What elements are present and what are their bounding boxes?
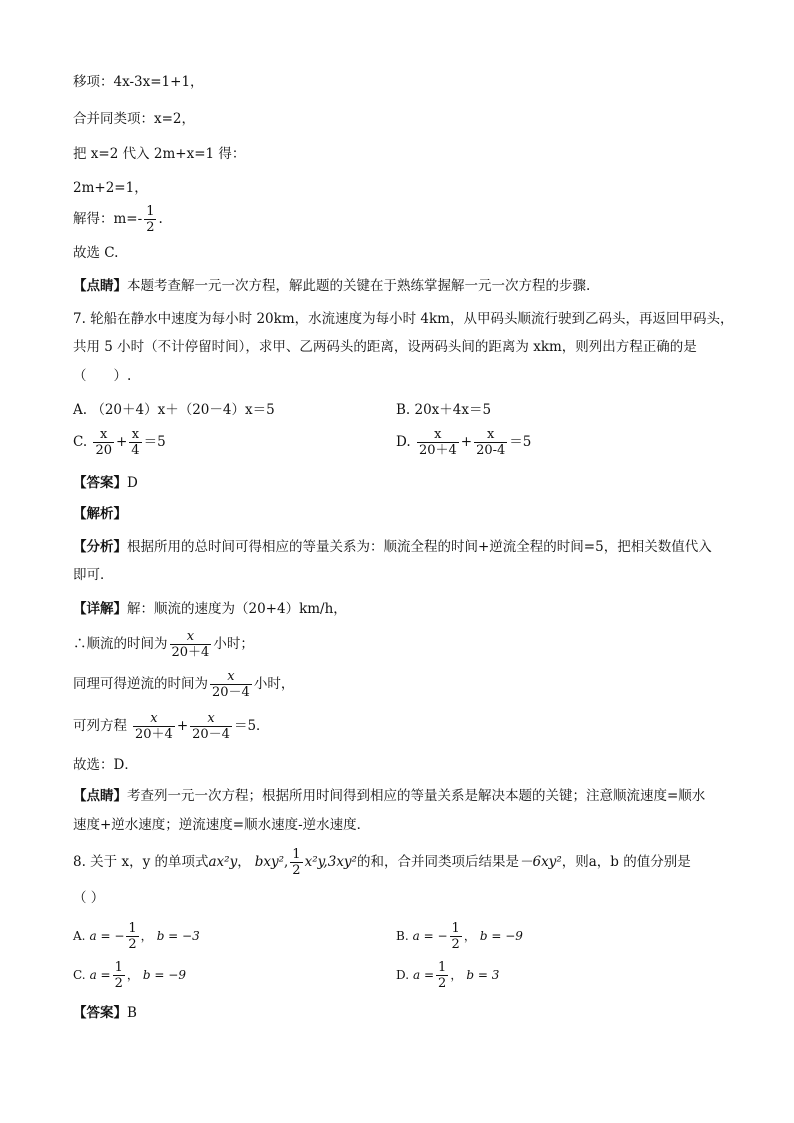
q7-option-a: A. （20＋4）x＋（20－4）x＝5 (73, 402, 275, 418)
q7-analysis-heading: 【解析】 (73, 506, 127, 522)
q8-option-c: C. a = $\frac{1}{2}$ ， b = −9 (73, 960, 186, 991)
comment-q6: 【点睛】本题考查解一元一次方程，解此题的关键在于熟练掌握解一元一次方程的步骤. (73, 278, 591, 294)
step-move-terms: 移项：4x-3x=1+1， (73, 74, 204, 90)
q8-option-a: A. a = − $\frac{1}{2}$ ， b = −3 (73, 921, 200, 952)
fraction-half: $\frac{1}{2}$ (146, 204, 155, 235)
q8-option-d: D. a = $\frac{1}{2}$ ， b = 3 (396, 960, 500, 991)
q7-detail-1: 【详解】解：顺流的速度为（20+4）km/h， (73, 601, 347, 617)
step-substitute: 把 x=2 代入 2m+x=1 得： (73, 146, 246, 162)
q7-answer: 【答案】D (73, 475, 138, 491)
step-solve: 解得：m=- $\frac{1}{2}$ . (73, 204, 163, 235)
q7-detail-2: ∴顺流的时间为 $\frac{x}{20+4}$ 小时； (73, 629, 254, 660)
question-7-line-2: 共用 5 小时（不计停留时间），求甲、乙两码头的距离，设两码头间的距离为 xkm，则列出方程正确的是 (73, 339, 697, 355)
step-equation: 2m+2=1， (73, 180, 148, 196)
q7-option-c: C. $\frac{x}{20}$ + $\frac{x}{4}$ ＝5 (73, 427, 166, 458)
q7-comment-2: 速度+逆水速度；逆流速度=顺水速度-逆水速度． (73, 817, 371, 833)
question-7-line-1: 7. 轮船在静水中速度为每小时 20km，水流速度为每小时 4km，从甲码头顺流行驶到乙码头，再返回甲码头， (73, 311, 734, 327)
q7-option-d: D. $\frac{x}{20+4}$ + $\frac{x}{20-4}$ ＝5 (396, 427, 532, 458)
q7-choose: 故选：D． (73, 757, 138, 773)
q7-detail-3: 同理可得逆流的时间为 $\frac{x}{20-4}$ 小时， (73, 669, 295, 700)
question-7-line-3: （ ）. (73, 368, 132, 384)
q7-comment-1: 【点睛】考查列一元一次方程；根据所用时间得到相应的等量关系是解决本题的关键；注意顺流速度=顺水 (73, 788, 706, 804)
step-combine: 合并同类项：x=2， (73, 111, 196, 127)
q8-option-b: B. a = − $\frac{1}{2}$ ， b = −9 (396, 921, 523, 952)
q7-option-b: B. 20x＋4x＝5 (396, 402, 492, 418)
q7-analysis-line-1: 【分析】根据所用的总时间可得相应的等量关系为：顺流全程的时间+逆流全程的时间=5，把相关数值代入 (73, 539, 712, 555)
question-8-line-1: 8. 关于 x，y 的单项式ax²y， bxy², $\frac{1}{2}$ x²y,3xy²的和，合并同类项后结果是－6xy²，则a，b 的值分别是 (73, 847, 691, 878)
q8-answer: 【答案】B (73, 1005, 137, 1021)
q7-detail-4: 可列方程 $\frac{x}{20+4}$ + $\frac{x}{20-4}$ ＝5． (73, 711, 270, 742)
q7-analysis-line-2: 即可． (73, 567, 114, 583)
question-8-line-2: （ ） (73, 890, 105, 906)
choice-result-q6: 故选 C. (73, 245, 119, 261)
